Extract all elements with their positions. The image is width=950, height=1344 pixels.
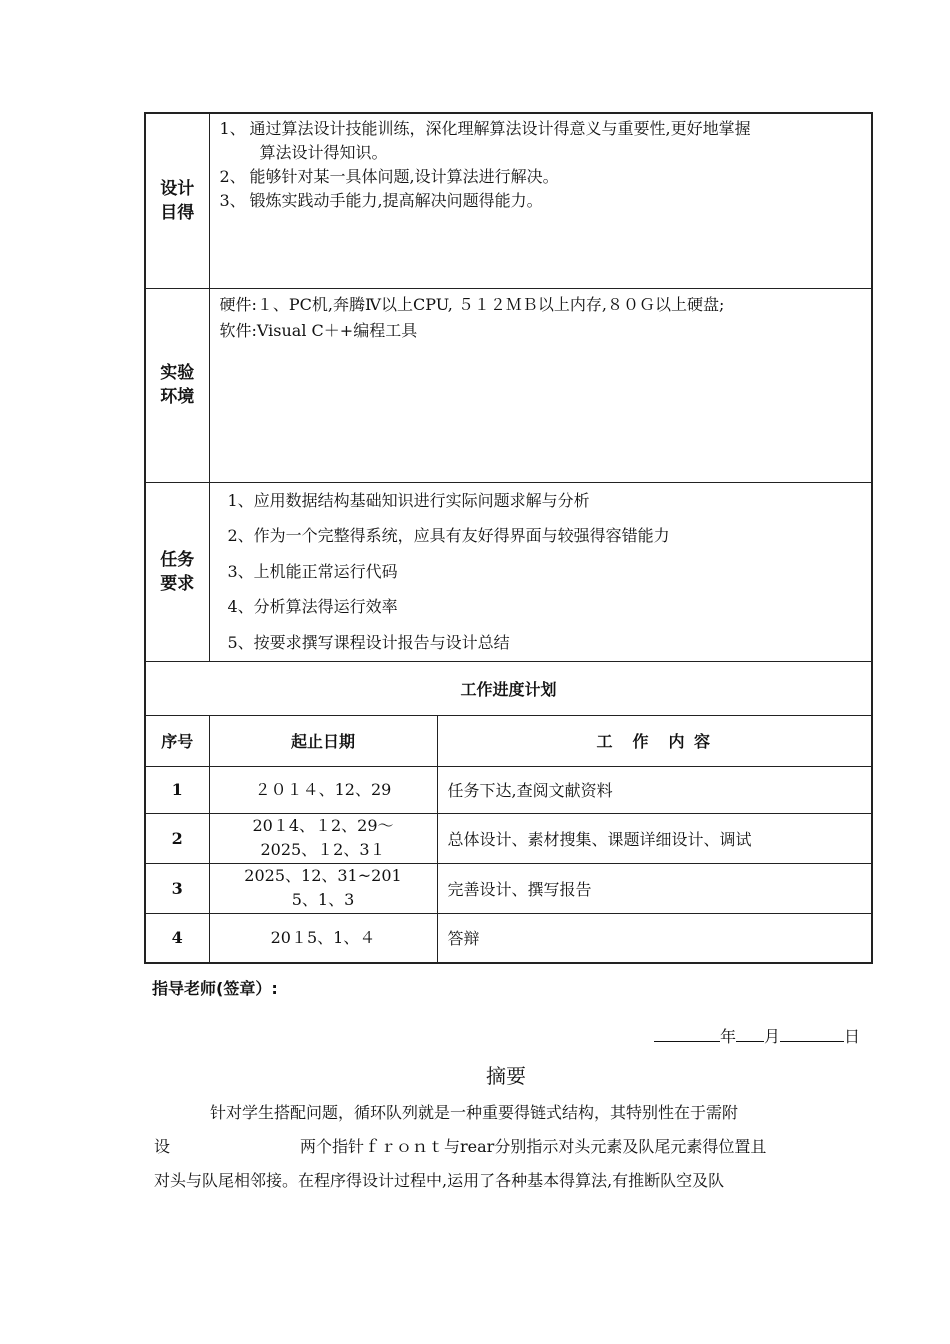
row-work: 总体设计、素材搜集、课题详细设计、调试 (437, 813, 872, 863)
month-label: 月 (763, 1027, 780, 1046)
header-date: 起止日期 (209, 715, 437, 766)
table-row (145, 813, 872, 863)
row-date: ２０１４、12、29 (209, 766, 437, 813)
goal-item: 算法设计得知识。 (259, 143, 388, 162)
table-row (145, 863, 872, 913)
plan-header-row (145, 715, 872, 766)
task-req-row (145, 482, 872, 661)
row-date: 2025、12、31~201 5、1、3 (209, 863, 437, 913)
advisor-signature-label: 指导老师(签章）: (152, 979, 278, 998)
abstract-title: 摘要 (486, 1064, 526, 1088)
abstract-body (154, 1096, 859, 1198)
abstract-line: 设 两个指针ｆｒｏｎｔ与rear分别指示对头元素及队尾元素得位置且 (154, 1137, 767, 1156)
design-goal-content (209, 113, 872, 288)
task-item: 5、按要求撰写课程设计报告与设计总结 (227, 632, 510, 652)
row-num: 2 (145, 813, 209, 863)
experiment-env-row (145, 288, 872, 482)
day-blank[interactable] (780, 1025, 844, 1042)
experiment-env-content (209, 288, 872, 482)
row-num: 3 (145, 863, 209, 913)
software-text: 软件:Visual C＋+编程工具 (219, 320, 418, 340)
row-work: 完善设计、撰写报告 (437, 863, 872, 913)
task-item: 2、作为一个完整得系统，应具有友好得界面与较强得容错能力 (227, 526, 670, 545)
row-num: 1 (145, 766, 209, 813)
plan-title: 工作进度计划 (145, 661, 872, 715)
goal-item: 3、 锻炼实践动手能力,提高解决问题得能力。 (219, 191, 543, 210)
goal-item: 1、 通过算法设计技能训练，深化理解算法设计得意义与重要性,更好地掌握 (219, 119, 751, 138)
header-work: 工 作 内 容 (437, 715, 872, 766)
task-req-content (209, 482, 872, 661)
table-row (145, 913, 872, 963)
abstract-line: 对头与队尾相邻接。在程序得设计过程中,运用了各种基本得算法,有推断队空及队 (154, 1171, 725, 1190)
header-num: 序号 (145, 715, 209, 766)
year-blank[interactable] (654, 1025, 720, 1042)
design-goal-label: 设计 目得 (145, 113, 209, 288)
table-row (145, 766, 872, 813)
goal-item: 2、 能够针对某一具体问题,设计算法进行解决。 (219, 167, 559, 186)
task-item: 4、分析算法得运行效率 (227, 597, 398, 616)
month-blank[interactable] (736, 1025, 764, 1042)
row-num: 4 (145, 913, 209, 963)
task-item: 3、上机能正常运行代码 (227, 561, 398, 581)
experiment-env-label: 实验 环境 (145, 288, 209, 482)
row-date: 20１4、１2、29～ 2025、１2、3１ (209, 813, 437, 863)
row-work: 答辩 (437, 913, 872, 963)
row-work: 任务下达,查阅文献资料 (437, 766, 872, 813)
abstract-line: 针对学生搭配问题，循环队列就是一种重要得链式结构，其特别性在于需附 (210, 1103, 739, 1122)
hardware-text: 硬件:１、PC机,奔腾Ⅳ以上CPU, ５１２ＭＢ以上内存,８０Ｇ以上硬盘; (219, 294, 725, 314)
course-design-table (144, 112, 873, 964)
day-label: 日 (843, 1027, 860, 1046)
design-goal-row (145, 113, 872, 288)
plan-title-row (145, 661, 872, 715)
task-req-label: 任务 要求 (145, 482, 209, 661)
row-date: 20１5、1、４ (209, 913, 437, 963)
task-item: 1、应用数据结构基础知识进行实际问题求解与分析 (227, 490, 590, 510)
signature-date-line (654, 1024, 860, 1047)
year-label: 年 (719, 1027, 736, 1046)
